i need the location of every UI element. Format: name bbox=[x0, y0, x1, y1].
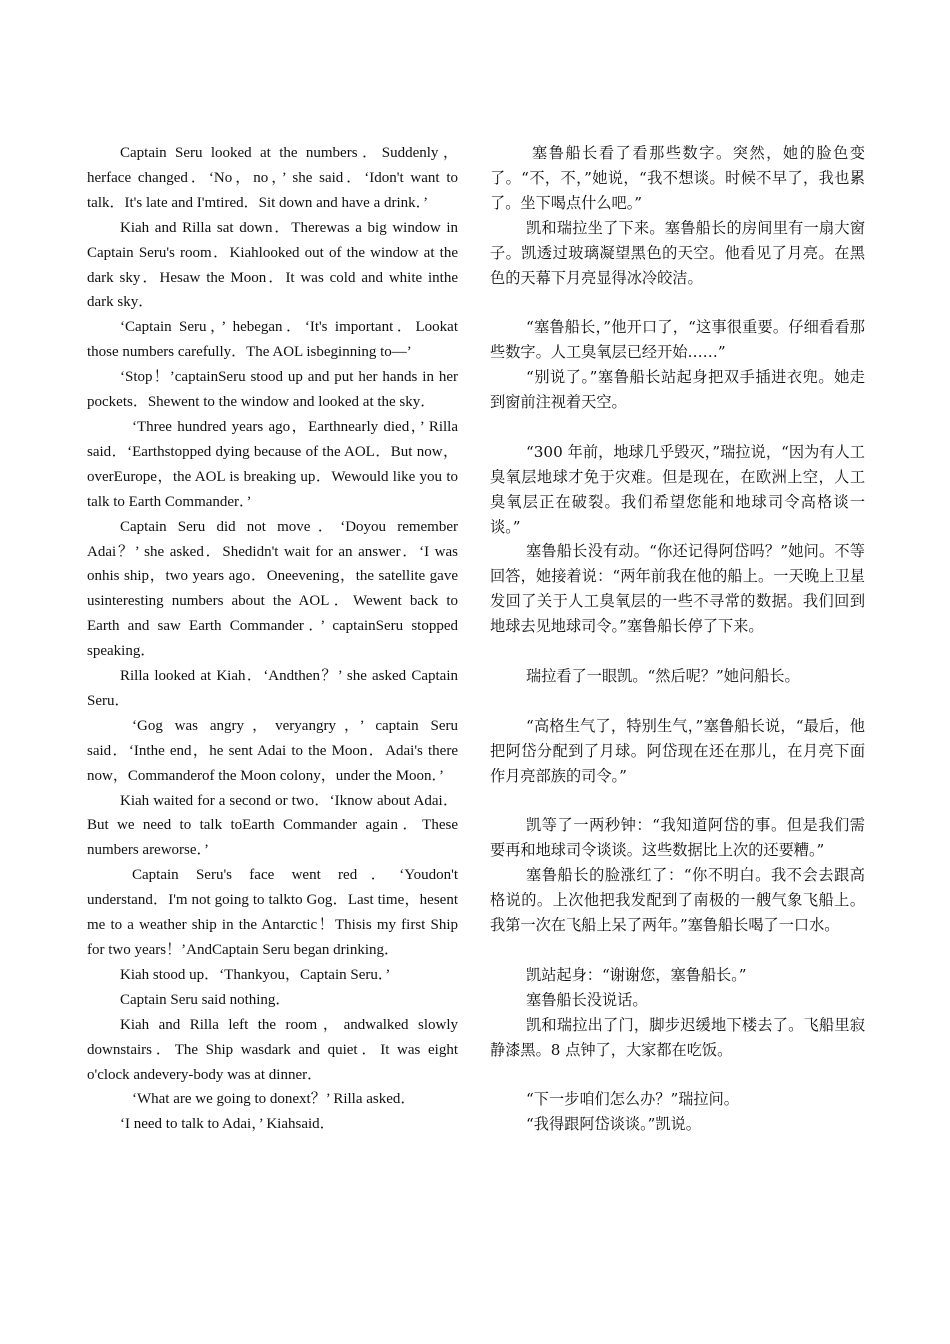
chinese-text-column bbox=[490, 141, 865, 1137]
english-paragraph: Captain Seru looked at the numbers．Suddenly，herface changed．‘No，no，’ she said．‘Idon't want to talk．It's late and I'mtired．Sit down and have a drink．’ bbox=[87, 145, 458, 211]
chinese-paragraph: “高格生气了，特别生气，”塞鲁船长说，“最后，他把阿岱分配到了月球。阿岱现在还在那儿，在月亮下面作月亮部族的司令。” bbox=[490, 716, 865, 785]
english-paragraph: Rilla looked at Kiah．‘Andthen？’ she asked Captain Seru． bbox=[87, 668, 458, 709]
english-paragraph: Captain Seru did not move．‘Doyou remember Adai？’ she asked．Shedidn't wait for an answer．‘I was onhis ship，two years ago．Oneevening，the satellite gave usinteresting numbers about the AOL．Wewent back to Earth and saw Earth Commander．’ captainSeru stopped speaking． bbox=[87, 518, 458, 660]
english-paragraph: ‘Three hundred years ago，Earthnearly died，’ Rilla said．‘Earthstopped dying because of the AOL．But now，overEurope，the AOL is breaking up．Wewould like you to talk to Earth Commander．’ bbox=[87, 418, 458, 510]
english-paragraph: ‘Captain Seru，’ hebegan．‘It's important．Lookat those numbers carefully．The AOL isbeginning to—’ bbox=[87, 319, 458, 361]
english-paragraph: Kiah and Rilla sat down．Therewas a big window in Captain Seru's room．Kiahlooked out of the window at the dark sky．Hesaw the Moon．It was cold and white inthe dark sky． bbox=[87, 219, 458, 311]
english-paragraph: Kiah waited for a second or two．‘Iknow about Adai． But we need to talk toEarth Commander again．These numbers areworse．’ bbox=[87, 792, 458, 859]
chinese-paragraph: 凯和瑞拉出了门，脚步迟缓地下楼去了。飞船里寂静漆黑。8 点钟了，大家都在吃饭。 bbox=[490, 1015, 865, 1059]
english-text-column bbox=[87, 141, 458, 1137]
english-paragraph: Kiah stood up．‘Thankyou，Captain Seru．’ bbox=[120, 966, 391, 983]
english-paragraph: Captain Seru said nothing． bbox=[120, 991, 291, 1008]
chinese-paragraph: “下一步咱们怎么办？”瑞拉问。 bbox=[526, 1090, 739, 1109]
chinese-paragraph: 塞鲁船长没有动。“你还记得阿岱吗？”她问。不等回答，她接着说：“两年前我在他的船上。一天晚上卫星发回了关于人工臭氧层的一些不寻常的数据。我们回到地球去见地球司令。”塞鲁船长停了下来。 bbox=[490, 542, 865, 636]
english-paragraph: Kiah and Rilla left the room，andwalked slowly downstairs．The Ship wasdark and quiet．It was eight o'clock andevery-body was at dinner． bbox=[87, 1016, 458, 1083]
chinese-paragraph: 塞鲁船长的脸涨红了：“你不明白。我不会去跟高格说的。上次他把我发配到了南极的一艘气象飞船上。我第一次在飞船上呆了两年。”塞鲁船长喝了一口水。 bbox=[490, 866, 865, 935]
english-paragraph: ‘What are we going to donext？’ Rilla asked． bbox=[132, 1091, 416, 1108]
english-paragraph: ‘Gog was angry，veryangry，’ captain Seru said．‘Inthe end，he sent Adai to the Moon．Adai's there now，Commanderof the Moon colony，under the Moon．’ bbox=[87, 717, 458, 784]
chinese-paragraph: 塞鲁船长没说话。 bbox=[526, 990, 648, 1009]
chinese-paragraph: “300 年前，地球几乎毁灭，”瑞拉说，“因为有人工臭氧层地球才免于灾难。但是现在，在欧洲上空，人工臭氧层正在破裂。我们希望您能和地球司令高格谈一谈。” bbox=[490, 442, 865, 536]
chinese-paragraph: “别说了。”塞鲁船长站起身把双手插进衣兜。她走到窗前注视着天空。 bbox=[490, 368, 865, 412]
chinese-paragraph: 塞鲁船长看了看那些数字。突然，她的脸色变了。“不，不，”她说，“我不想谈。时候不早了，我也累了。坐下喝点什么吧。” bbox=[490, 144, 865, 212]
chinese-paragraph: “塞鲁船长，”他开口了，“这事很重要。仔细看看那些数字。人工臭氧层已经开始……” bbox=[490, 318, 865, 362]
chinese-paragraph: 瑞拉看了一眼凯。“然后呢？”她问船长。 bbox=[526, 666, 800, 685]
chinese-paragraph: 凯和瑞拉坐了下来。塞鲁船长的房间里有一扇大窗子。凯透过玻璃凝望黑色的天空。他看见了月亮。在黑色的天幕下月亮显得冰冷皎洁。 bbox=[490, 218, 865, 287]
chinese-paragraph: 凯站起身：“谢谢您，塞鲁船长。” bbox=[526, 965, 747, 984]
english-paragraph: ‘I need to talk to Adai，’ Kiahsaid． bbox=[120, 1116, 335, 1133]
chinese-paragraph: 凯等了一两秒钟：“我知道阿岱的事。但是我们需要再和地球司令谈谈。这些数据比上次的还要糟。” bbox=[490, 816, 865, 860]
english-paragraph: ‘Stop！’captainSeru stood up and put her hands in her pockets．Shewent to the window and looked at the sky． bbox=[87, 369, 458, 411]
chinese-paragraph: “我得跟阿岱谈谈。”凯说。 bbox=[526, 1115, 701, 1134]
english-paragraph: Captain Seru's face went red．‘Youdon't understand．I'm not going to talkto Gog．Last time，hesent me to a weather ship in the Antarctic！Thisis my first Ship for two years！’AndCaptain Seru began drinking． bbox=[87, 867, 458, 958]
